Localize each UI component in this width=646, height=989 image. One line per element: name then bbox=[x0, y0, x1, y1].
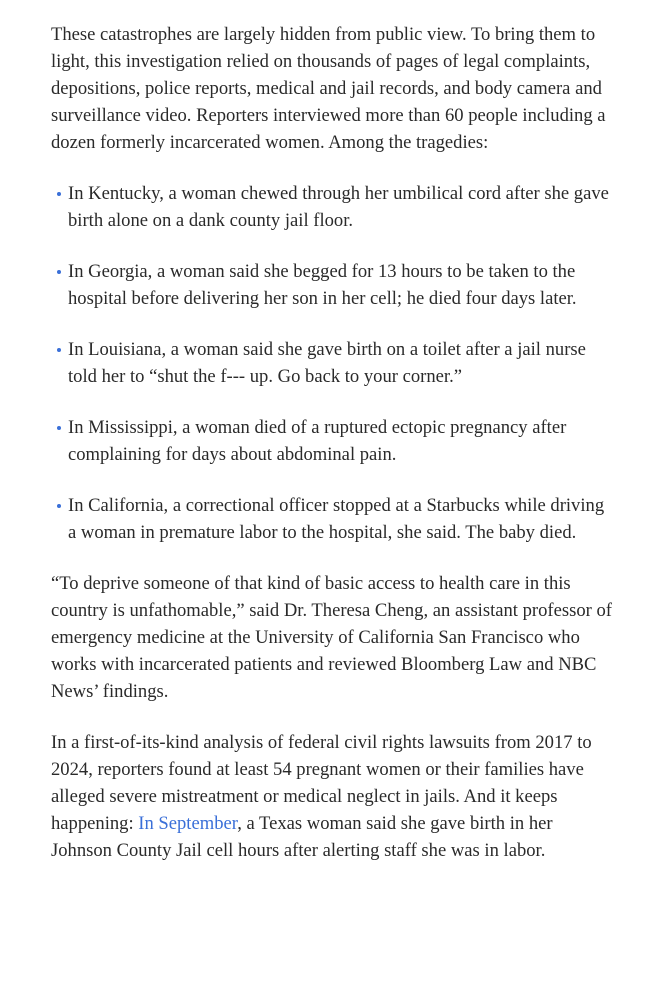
bullet-icon bbox=[57, 504, 61, 508]
article-body bbox=[51, 21, 613, 864]
tragedies-list bbox=[51, 180, 613, 546]
list-item-text: In California, a correctional officer stopped at a Starbucks while driving a woman in premature labor to the hospital, she said. The baby died. bbox=[68, 495, 605, 543]
in-september-link[interactable]: In September bbox=[138, 813, 238, 834]
list-item bbox=[51, 492, 613, 546]
analysis-text-before: In a first-of-its-kind analysis of federal civil rights lawsuits from 2017 to 2024, reporters found at least 54 pregnant women or their families have alleged severe mistreatment or medical neglect in jails. And it keeps happening: bbox=[51, 732, 592, 834]
list-item bbox=[51, 258, 613, 312]
list-item-text: In Georgia, a woman said she begged for 13 hours to be taken to the hospital before delivering her son in her cell; he died four days later. bbox=[68, 261, 577, 309]
intro-paragraph: These catastrophes are largely hidden from public view. To bring them to light, this investigation relied on thousands of pages of legal complaints, depositions, police reports, medical and jail records, and body camera and surveillance video. Reporters interviewed more than 60 people including a dozen formerly incarcerated women. Among the tragedies: bbox=[51, 24, 606, 153]
analysis-paragraph bbox=[51, 729, 613, 864]
bullet-icon bbox=[57, 426, 61, 430]
list-item-text: In Mississippi, a woman died of a ruptured ectopic pregnancy after complaining for days about abdominal pain. bbox=[68, 417, 567, 465]
bullet-icon bbox=[57, 270, 61, 274]
list-item bbox=[51, 180, 613, 234]
analysis-text-after: , a Texas woman said she gave birth in her Johnson County Jail cell hours after alerting staff she was in labor. bbox=[51, 813, 553, 861]
list-item bbox=[51, 336, 613, 390]
quote-paragraph: “To deprive someone of that kind of basic access to health care in this country is unfathomable,” said Dr. Theresa Cheng, an assistant professor of emergency medicine at the University of California San Francisco who works with incarcerated patients and reviewed Bloomberg Law and NBC News’ findings. bbox=[51, 573, 612, 702]
list-item-text: In Louisiana, a woman said she gave birth on a toilet after a jail nurse told her to “shut the f--- up. Go back to your corner.” bbox=[68, 339, 586, 387]
bullet-icon bbox=[57, 348, 61, 352]
list-item-text: In Kentucky, a woman chewed through her umbilical cord after she gave birth alone on a dank county jail floor. bbox=[68, 183, 609, 231]
bullet-icon bbox=[57, 192, 61, 196]
list-item bbox=[51, 414, 613, 468]
